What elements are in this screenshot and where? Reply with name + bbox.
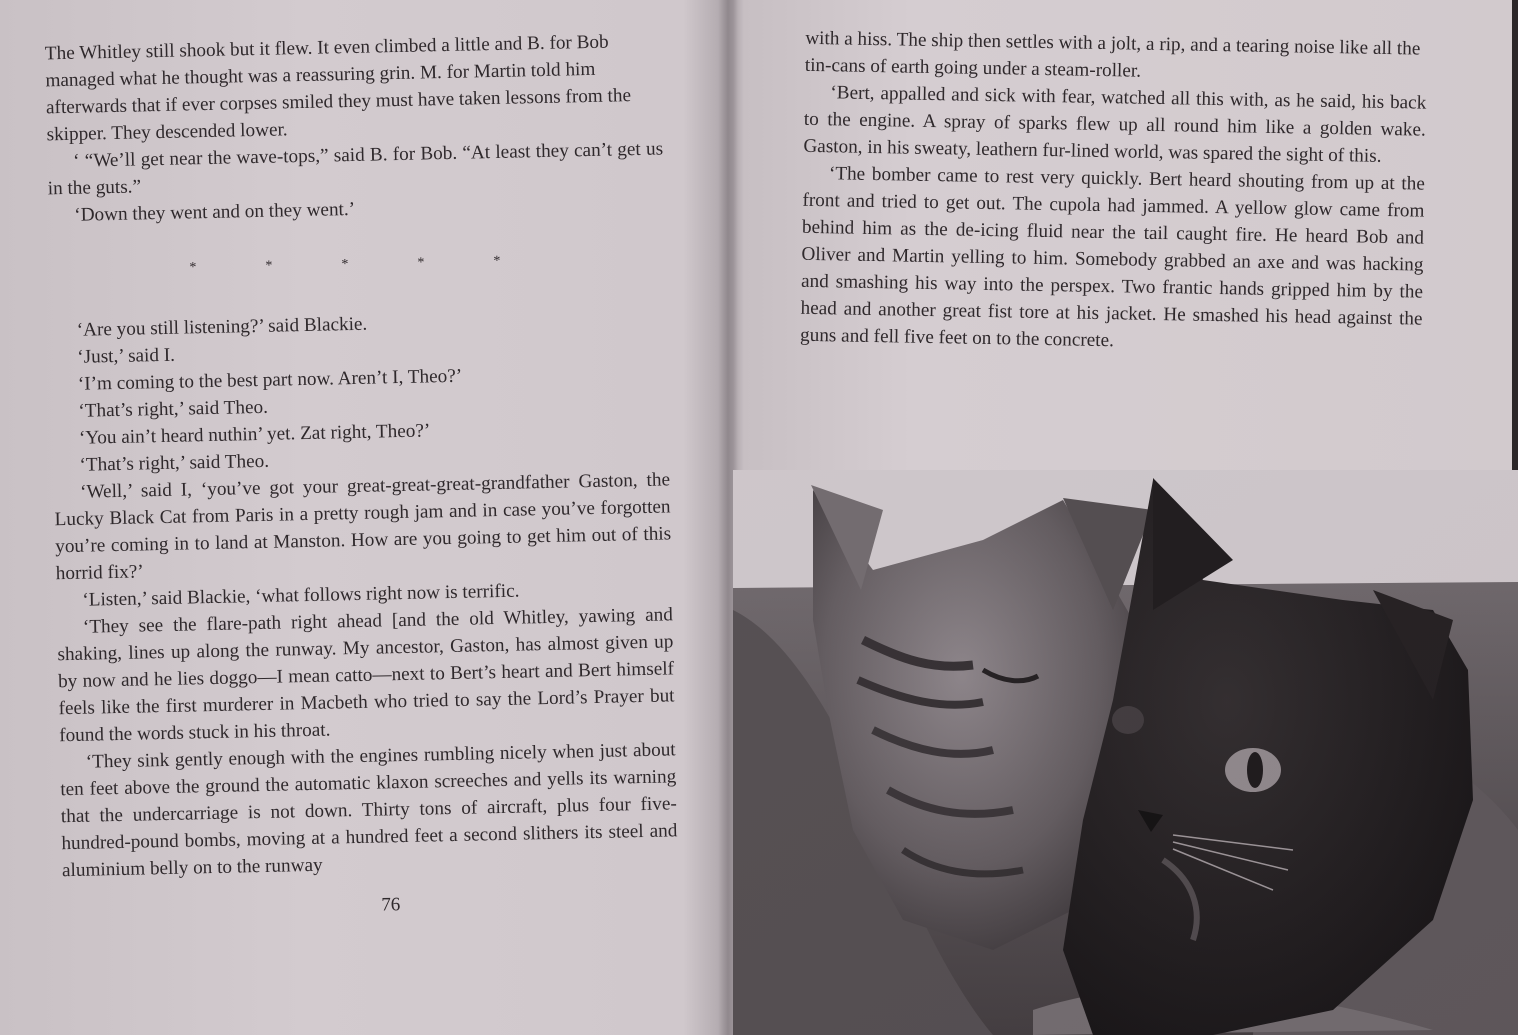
scene-break-star: *	[493, 253, 501, 270]
scene-break-star: *	[265, 258, 273, 274]
body-paragraph: ‘ “We’ll get near the wave-tops,” said B. for Bob. “At least they can’t get us in the guts.”	[47, 138, 664, 200]
cats-photograph	[733, 470, 1518, 1035]
dialogue-line: ‘You ain’t heard nuthin’ yet. Zat right, Theo?’	[78, 420, 431, 449]
body-paragraph: ‘Bert, appalled and sick with fear, watched all this with, as he said, his back to the engine. A spray of sparks flew up all round him like a golden wake. Gaston, in his sweaty, leathern fur-lined world, was spared the sight of this.	[803, 82, 1427, 167]
page-number: 76	[381, 894, 401, 916]
dialogue-line: ‘That’s right,’ said Theo.	[79, 450, 270, 476]
body-paragraph: with a hiss. The ship then settles with a jolt, a rip, and a tearing noise like all the tin-cans of earth going under a steam-roller.	[804, 27, 1421, 82]
scene-break	[189, 244, 665, 276]
body-paragraph: ‘Listen,’ said Blackie, ‘what follows right now is terrific.	[82, 580, 520, 611]
dialogue-line: ‘I’m coming to the best part now. Aren’t I, Theo?’	[77, 365, 463, 395]
left-page	[45, 27, 679, 925]
scene-break-star: *	[417, 255, 425, 271]
body-paragraph: ‘The bomber came to rest very quickly. Bert heard shouting from up at the front and tried to get out. The cupola had jammed. A yellow glow came from behind him as the de-icing fluid near the tail caught fire. He heard Bob and Oliver and Martin yelling to him. Somebody grabbed an axe and was hacking and smashing his way into the perspex. Two frantic hands gripped him by the head and another great fist tore at his jacket. He smashed his head against the guns and fell five feet on to the concrete.	[799, 163, 1426, 352]
body-paragraph: The Whitley still shook but it flew. It even climbed a little and B. for Bob managed what he thought was a reassuring grin. M. for Martin told him afterwards that if ever corpses smiled they must have taken lessons from the skipper. They descended lower.	[44, 31, 632, 146]
body-paragraph: ‘Well,’ said I, ‘you’ve got your great-great-great-grandfather Gaston, the Lucky Black Cat from Paris in a pretty rough jam and in case you’ve forgotten you’re coming in to land at Manston. How are you going to get him out of this horrid fix?’	[54, 469, 672, 585]
body-paragraph: ‘Down they went and on they went.’	[74, 198, 356, 226]
dialogue-line: ‘Are you still listening?’ said Blackie.	[76, 313, 368, 341]
scene-break-star: *	[189, 260, 197, 276]
body-paragraph: ‘They see the flare-path right ahead [and the old Whitley, yawing and shaking, lines up along the runway. My ancestor, Gaston, has almost given up by now and he lies doggo—I mean catto—next to Bert’s heart and Bert himself feels like the first murderer in Macbeth who tried to say the Lord’s Prayer but found the words stuck in his throat.	[57, 604, 675, 747]
body-paragraph: ‘They sink gently enough with the engines rumbling nicely when just about ten feet above the ground the automatic klaxon screeches and yells its warning that the undercarriage is not down. Thirty tons of aircraft, plus four five-hundred-pound bombs, moving at a hundred feet a second slithers its steel and aluminium belly on to the runway	[60, 739, 678, 882]
scene-break-star: *	[341, 257, 349, 273]
dialogue-line: ‘That’s right,’ said Theo.	[78, 396, 269, 422]
right-page	[800, 25, 1428, 360]
dialogue-line: ‘Just,’ said I.	[77, 344, 176, 368]
